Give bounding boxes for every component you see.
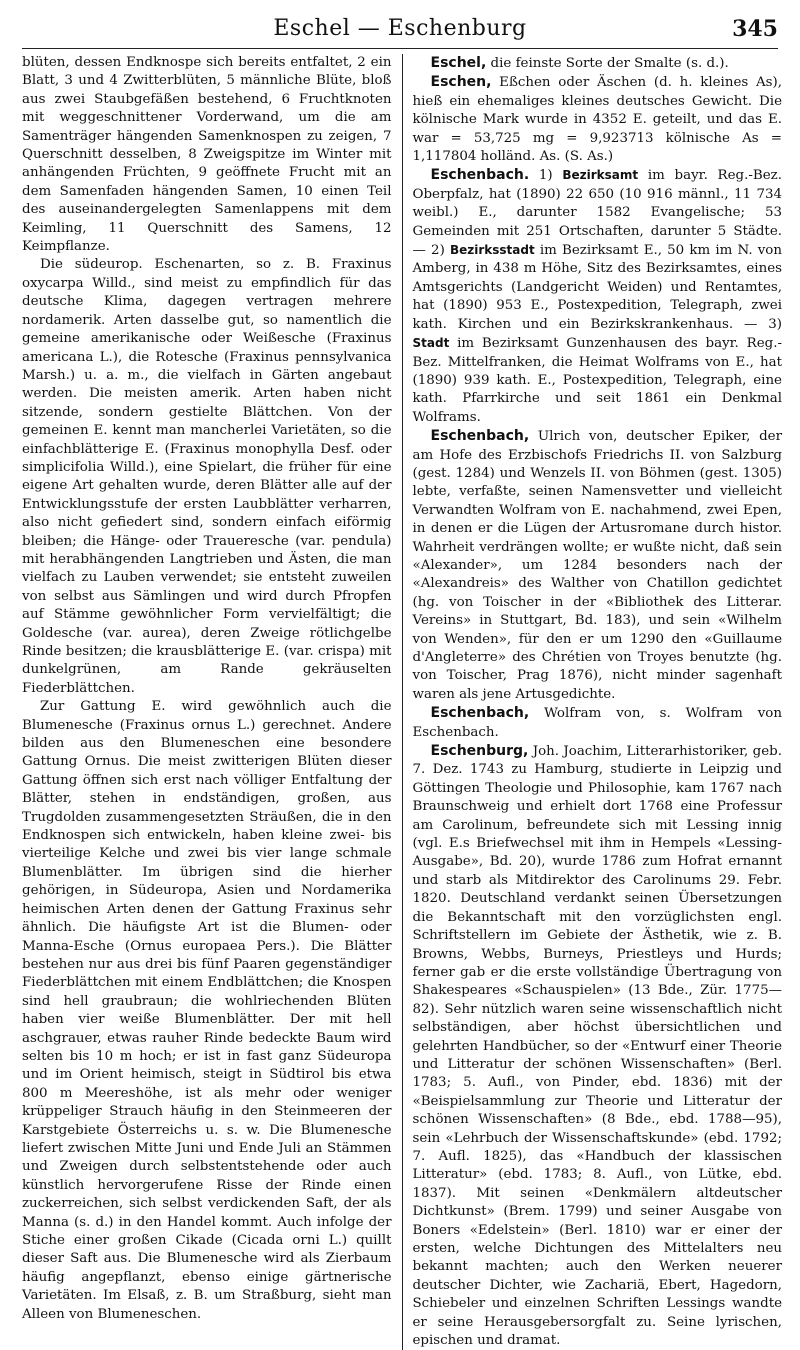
left-column [22,54,392,1350]
headword: Eschenbach, [430,428,530,445]
headword: Eschel, [430,55,487,71]
subheading: Bezirksstadt [449,243,535,258]
entry-eschenbach-wolfram [413,704,783,742]
headword: Eschen, [430,74,492,91]
paragraph-continuation: blüten, dessen Endknospe sich bereits entfaltet, 2 ein Blatt, 3 und 4 Zwitterblüten, 5 männliche Blüte, bloß aus zwei Staubgefäßen bestehend, 6 Fruchtknoten mit weggeschnittener Vorderwand, um die am Samenträger hängenden Samenknospen zu zeigen, 7 Querschnitt desselben, 8 Zweigspitze im Winter mit anhängenden Früchten, 9 geöffnete Frucht mit an dem Samenfaden hängenden Samen, 10 einen Teil des auseinandergelegten Samenlappens mit dem Keimling, 11 Querschnitt des Samens, 12 Keimpflanze. [22,55,392,255]
entry-text: die feinste Sorte der Smalte (s. d.). [486,56,729,71]
headword: Eschenbach, [430,705,530,722]
entry-text: im Bezirksamt Gunzenhausen des bayr. Reg.-Bez. Mittelfranken, die Heimat Wolframs von E., hat (1890) 939 kath. E., Postexpedition, Telegraph, eine kath. Pfarrkirche und seit 1861 ein Denkmal Wolframs. [412,336,782,425]
text-columns [22,54,782,1349]
paragraph-blumenesche: Zur Gattung E. wird gewöhnlich auch die Blumenesche (Fraxinus ornus L.) gerechnet. Andere bilden aus den Blumeneschen eine besondere Gattung Ornus. Die meist zwitterigen Blüten dieser Gattung öffnen sich erst nach völliger Entfaltung der Blätter, stehen in endständigen, großen, aus Trugdolden zusammengesetzten Sträußen, die in den Endknospen sich entwickeln, haben kleine zwei- bis vierteilige Kelche und zwei bis vier lange schmale Blumenblätter. Im übrigen sind die hierher gehörigen, in Südeuropa, Asien und Nordamerika heimischen Arten denen der Gattung Fraxinus sehr ähnlich. Die häufigste Art ist die Blumen- oder Manna-Esche (Ornus europaea Pers.). Die Blätter bestehen nur aus drei bis fünf Paaren gegenständiger Fiederblättchen mit einem Endblättchen; die Knospen sind hell graubraun; die wohlriechenden Blüten haben vier weiße Blumenblätter. Der mit hell aschgrauer, etwas rauher Rinde bedeckte Baum wird selten bis 10 m hoch; er ist in fast ganz Südeuropa und im Orient heimisch, steigt in Südtirol bis etwa 800 m Meereshöhe, ist als mehr oder weniger krüppeliger Strauch häufig in den Steinmeeren der Karstgebiete Österreichs u. s. w. Die Blumenesche liefert zwischen Mitte Juni und Ende Juli an Stämmen und Zweigen durch selbstentstehende oder auch künstlich hervorgerufene Risse der Rinde einen zuckerreichen, sich selbst verdickenden Saft, der als Manna (s. d.) in den Handel kommt. Auch infolge der Stiche einer großen Cikade (Cicada orni L.) quillt dieser Saft aus. Die Blumenesche wird als Zierbaum häufig angepflanzt, ebenso einige gärtnerische Varietäten. Im Elsaß, z. B. um Straßburg, sieht man Alleen von Blumeneschen. [22,699,392,1322]
headword: Eschenbach. [430,167,530,184]
entry-text: Joh. Joachim, Litterarhistoriker, geb. 7. Dez. 1743 zu Hamburg, studierte in Leipzig und Göttingen Theologie und Philosophie, kam 1767 nach Braunschweig und erhielt dort 1768 eine Professur am Carolinum, befreundete sich mit Lessing innig (vgl. E.s Briefwechsel mit ihm in Hempels «Lessing-Ausgabe», Bd. 20), wurde 1786 zum Hofrat ernannt und starb als Mitdirektor des Carolinums 29. Febr. 1820. Deutschland verdankt seinen Übersetzungen die Bekanntschaft mit den vorzüglichsten engl. Schriftstellern im Gebiete der Ästhetik, wie z. B. Browns, Webbs, Burneys, Priestleys und Hurds; ferner gab er die erste vollständige Übertragung von Shakespeares «Schauspielen» (13 Bde., Zür. 1775—82). Sehr nützlich waren seine wissenschaftlich nicht selbständigen, aber höchst übersichtlichen und gelehrten Handbücher, so der «Entwurf einer Theorie und Litteratur der schönen Wissenschaften» (Berl. 1783; 5. Aufl., von Pinder, ebd. 1836) mit der «Beispielsammlung zur Theorie und Litteratur der schönen Wissenschaften» (8 Bde., ebd. 1788—95), sein «Lehrbuch der Wissenschaftskunde» (ebd. 1792; 7. Aufl. 1825), das «Handbuch der klassischen Litteratur» (ebd. 1783; 8. Aufl., von Lütke, ebd. 1837). Mit seinen «Denkmälern altdeutscher Dichtkunst» (Brem. 1799) und seiner Ausgabe von Boners «Edelstein» (Berl. 1810) war er einer der ersten, welche Dichtungen des Mittelalters neu bekannt machten; auch den Werken neuerer deutscher Dichter, wie Zachariä, Ebert, Hagedorn, Schiebeler und einzelnen Schriften Lessings wandte er seine Herausgebersorgfalt zu. Seine lyrischen, epischen und dramat. [412,744,782,1349]
entry-eschen [413,73,783,166]
subheading: Bezirksamt [562,168,639,183]
entry-eschenburg [413,742,783,1350]
entry-text: im Bezirksamt E., 50 km im N. von Amberg, in 438 m Höhe, Sitz des Bezirksamtes, eines Amtsgerichts (Landgericht Weiden) und Rentamtes, hat (1890) 953 E., Postexpedition, Telegraph, zwei kath. Kirchen und ein Bezirkskrankenhaus. — 3) [412,243,782,332]
subheading: Stadt [412,336,450,351]
right-column [413,54,783,1350]
entry-text: Eßchen oder Äschen (d. h. kleines As), hieß ein ehemaliges kleines deutsches Gewicht. Die kölnische Mark wurde in 4352 E. geteilt, und das E. war = 53,725 mg = 9,923713 kölnische As = 1,117804 holländ. As. (S. As.) [412,75,782,165]
page-header [22,12,778,49]
entry-text: im bayr. Reg.-Bez. Oberpfalz, hat (1890) 22 650 (10 916 männl., 11 734 weibl.) E., darunter 1582 Evangelische; 53 Gemeinden mit 251 Ortschaften, darunter 5 Städte. — 2) [412,168,782,259]
entry-eschenbach-place [413,166,783,427]
entry-text: Wolfram von, s. Wolfram von Eschenbach. [412,706,782,740]
entry-text: 1) [529,168,563,184]
headword: Eschenburg, [430,743,529,760]
entry-eschenbach-ulrich [413,427,783,704]
running-head: Eschel — Eschenburg [273,16,527,41]
entry-eschel [413,54,783,73]
paragraph-species: Die südeurop. Eschenarten, so z. B. Fraxinus oxycarpa Willd., sind meist zu empfindlich für das deutsche Klima, dagegen vertragen mehrere nordamerik. Arten dasselbe gut, so namentlich die gemeine amerikanische oder Weißesche (Fraxinus americana L.), die Rotesche (Fraxinus pennsylvanica Marsh.) u. a. m., die vielfach in Gärten angebaut werden. Die meisten amerik. Arten haben nicht sitzende, sondern gestielte Blättchen. Von der gemeinen E. kennt man mancherlei Varietäten, so die einfachblätterige E. (Fraxinus monophylla Desf. oder simplicifolia Willd.), eine Spielart, die früher für eine eigene Art gehalten wurde, deren Blätter alle auf der Entwicklungsstufe der ersten Laubblätter verharren, also nicht gefiedert sind, sondern einfach eiförmig bleiben; die Hänge- oder Traueresche (var. pendula) mit herabhängenden Langtrieben und Ästen, die man vielfach zu Lauben verwendet; sie entsteht zuweilen von selbst aus Sämlingen und wird durch Pfropfen auf Stämme gewöhnlicher Form vervielfältigt; die Goldesche (var. aurea), deren Zweige rötlichgelbe Rinde besitzen; die krausblätterige E. (var. crispa) mit dunkelgrünen, am Rande gekräuselten Fiederblättchen. [22,257,392,696]
column-divider [402,54,403,1350]
page-number: 345 [732,16,778,42]
entry-text: Ulrich von, deutscher Epiker, der am Hofe des Erzbischofs Friedrichs II. von Salzburg (gest. 1284) und Wenzels II. von Böhmen (gest. 1305) lebte, verfaßte, seinen Namensvetter und vielleicht Verwandten Wolfram von E. nachahmend, zwei Epen, in denen er die Lügen der Artusromane durch histor. Wahrheit verdrängen wollte; er wußte nicht, daß sein «Alexander», um 1284 besonders nach der «Alexandreis» des Walther von Chatillon gedichtet (hg. von Toischer in der «Bibliothek des Litterar. Vereins» in Stuttgart, Bd. 183), und sein «Wilhelm von Wenden», für den er um 1290 den «Guillaume d'Angleterre» des Chrétien von Troyes benutzte (hg. von Toischer, Prag 1876), nicht minder sagenhaft waren als jene Artusgedichte. [412,429,782,702]
